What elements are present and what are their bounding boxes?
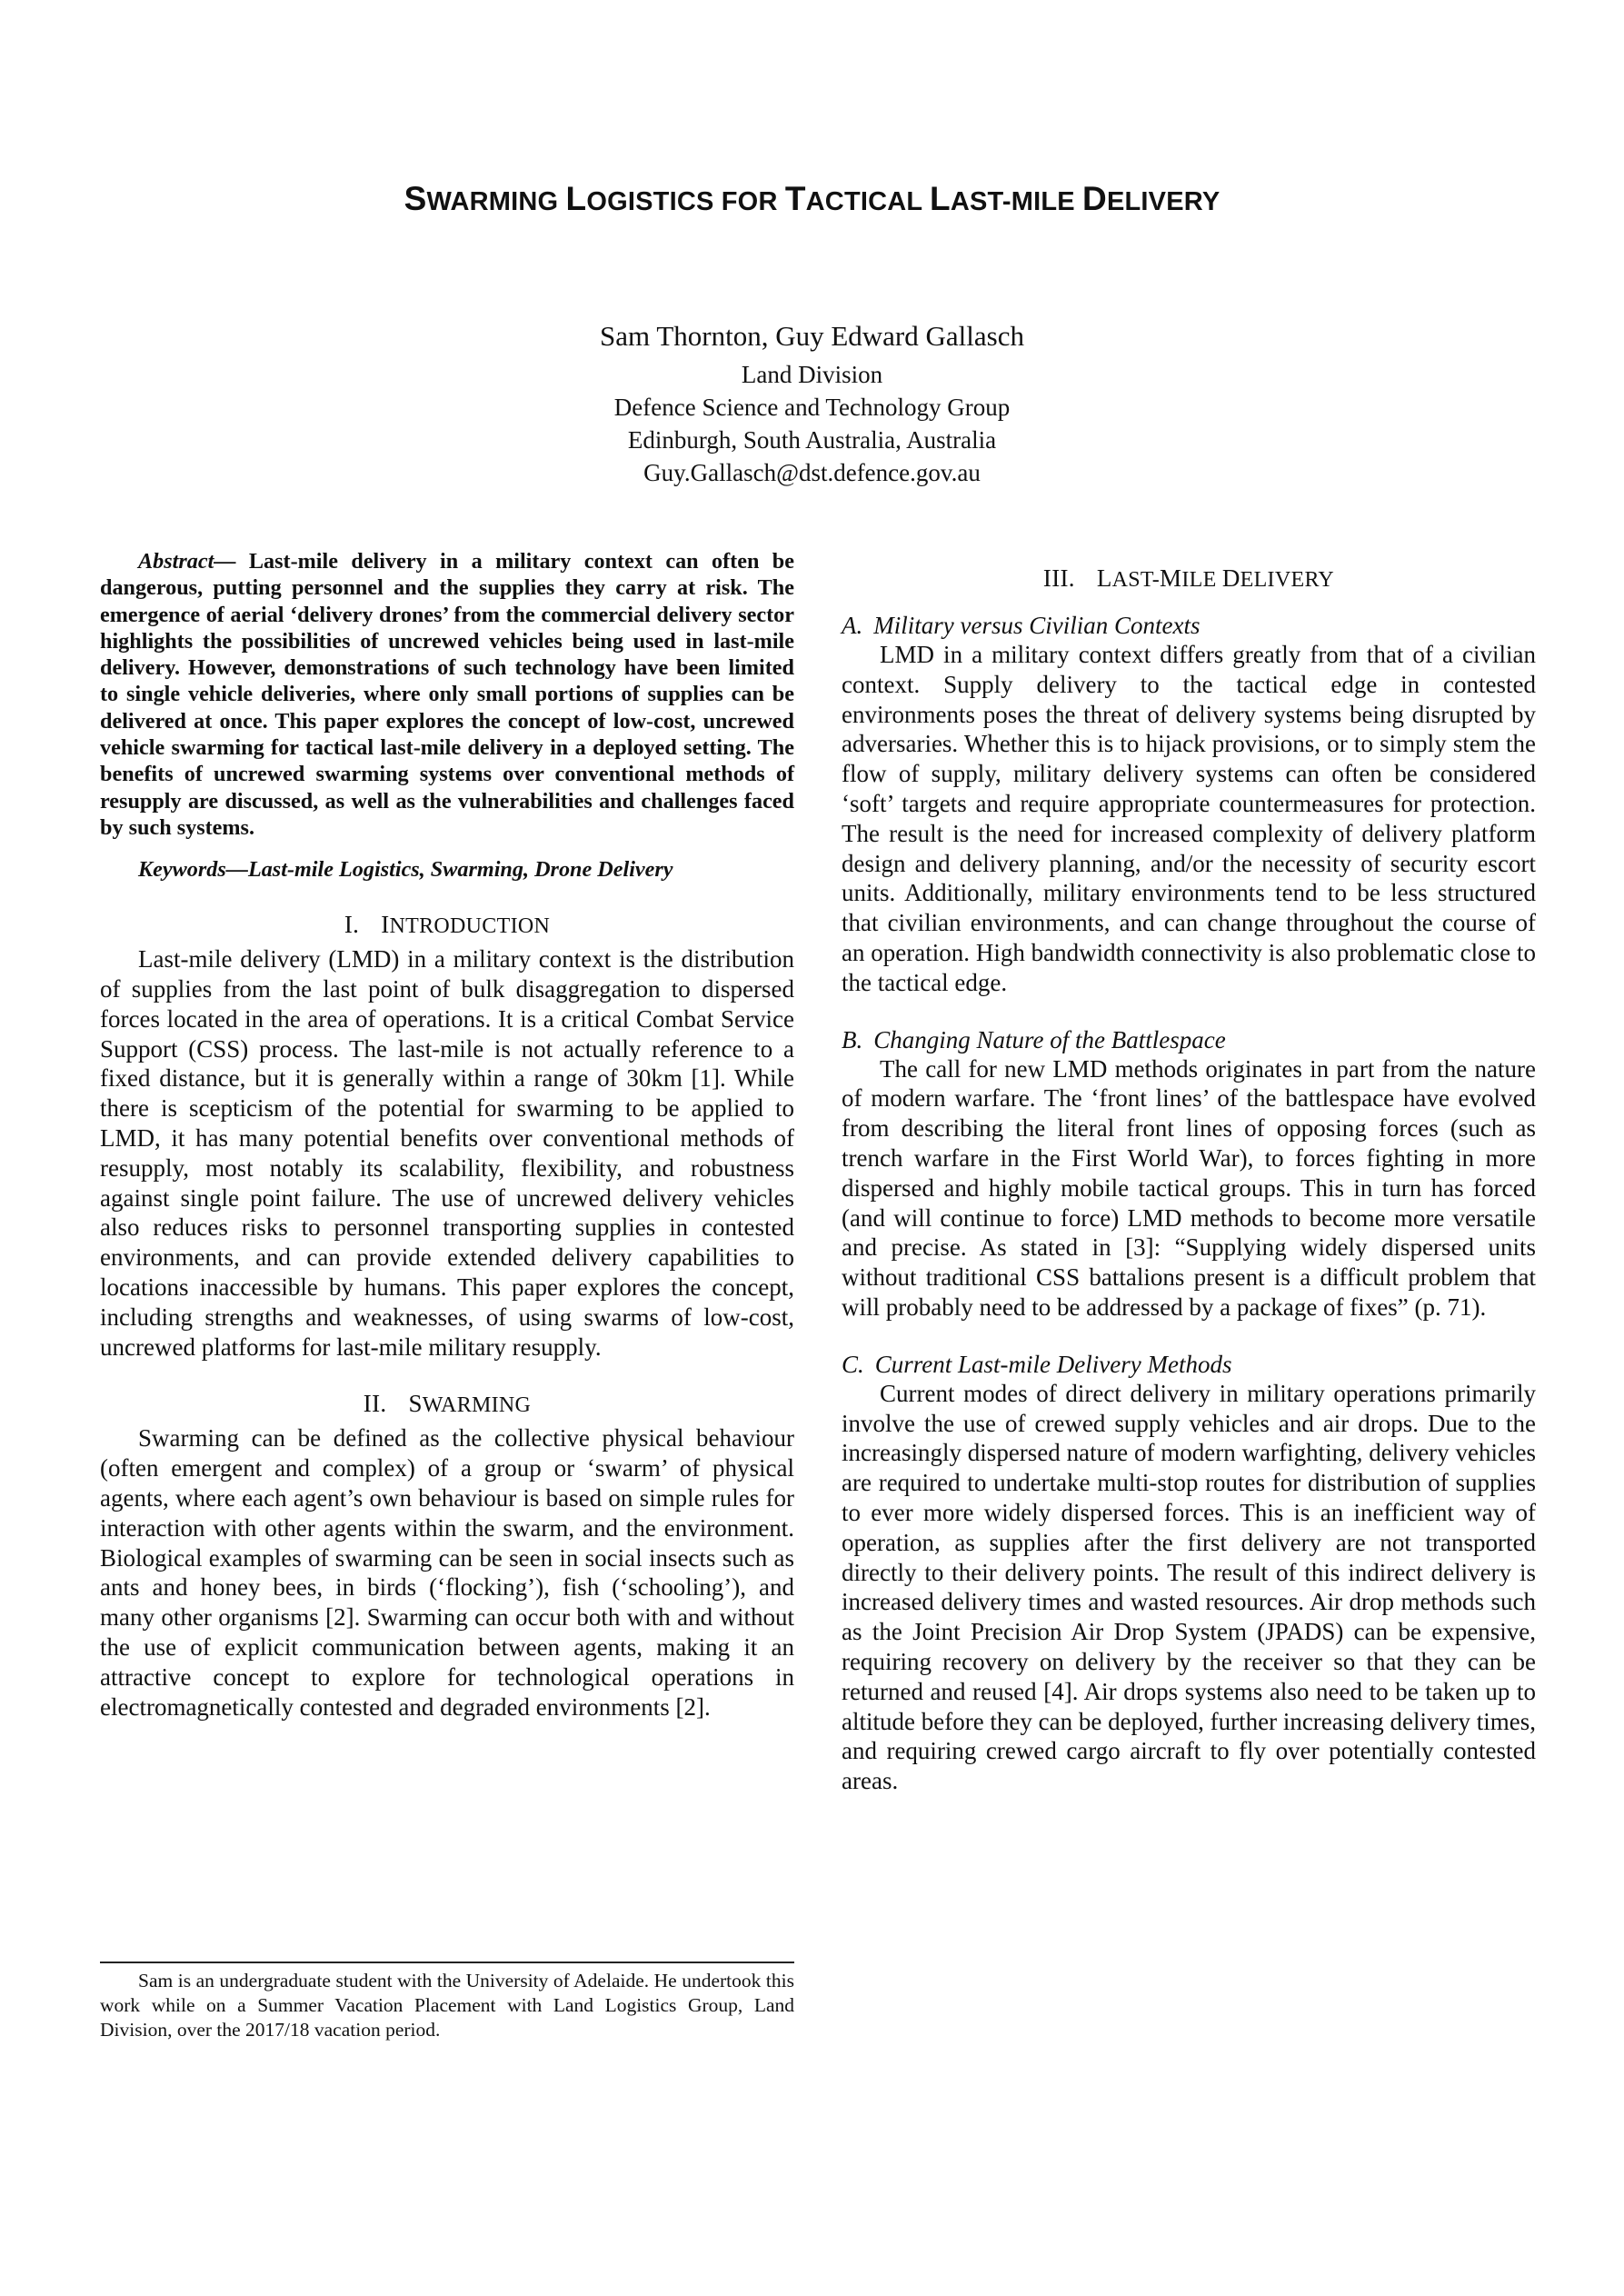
affiliation-location: Edinburgh, South Australia, Australia [627, 426, 997, 454]
affiliation-organisation: Defence Science and Technology Group [613, 394, 1011, 421]
abstract-text: Last-mile delivery in a military context can often be dangerous, putting personnel and the supplies they carry at risk. The emergence of aerial ‘delivery drones’ from the commercial delivery sector highlights the possibilities of uncrewed vehicles being used in last-mile delivery. However, demonstrations of such technology have been limited to single vehicle deliveries, where only small portions of supplies can be delivered at once. This paper explores the concept of low-cost, uncrewed vehicle swarming for tactical last-mile delivery in a deployed setting. The benefits of uncrewed swarming systems over conventional methods of resupply are discussed, as well as the vulnerabilities and challenges faced by such systems. [100, 549, 794, 840]
right-column [842, 564, 1536, 1796]
subsection-heading-a: A. Military versus Civilian Contexts [842, 612, 1201, 639]
paper-title: SWARMING LOGISTICS FOR TACTICAL LAST-MILE DELIVERY [404, 180, 1220, 217]
section-heading-introduction: I. INTRODUCTION [344, 911, 551, 939]
footnote: Sam is an undergraduate student with the University of Adelaide. He undertook this work while on a Summer Vacation Placement with Land Logistics Group, Land Division, over the 2017/18 vacation period. [100, 1970, 794, 2041]
subsection-heading-b: B. Changing Nature of the Battlespace [842, 1025, 1226, 1053]
subsection-heading-c: C. Current Last-mile Delivery Methods [842, 1350, 1232, 1378]
section-heading-swarming: II. SWARMING [363, 1390, 532, 1418]
abstract [100, 548, 794, 841]
footnote-rule [100, 1962, 794, 1963]
keywords: Keywords—Last-mile Logistics, Swarming, Drone Delivery [138, 857, 673, 883]
swarming-paragraph: Swarming can be defined as the collective physical behaviour (often emergent and complex) of a group or ‘swarm’ of physical agents, where each agent’s own behaviour is based on simple rules for interaction with other agents within the swarm, and the environment. Biological examples of swarming can be seen in social insects such as ants and honey bees, in birds (‘flocking’), fish (‘schooling’), and many other organisms [2]. Swarming can occur both with and without the use of explicit communication between agents, making it an attractive concept to explore for technological operations in electromagnetically contested and degraded environments [2]. [100, 1424, 794, 1721]
author-names: Sam Thornton, Guy Edward Gallasch [600, 320, 1024, 352]
section-heading-last-mile-delivery: III. LAST-MILE DELIVERY [1042, 564, 1335, 592]
subsection-b-paragraph: The call for new LMD methods originates in part from the nature of modern warfare. The ‘front lines’ of the battlespace have evolved from describing the literal front lines of opposing forces (such as trench warfare in the First World War), to forces fighting in more dispersed and highly mobile tactical groups. This in turn has forced (and will continue to force) LMD methods to become more versatile and precise. As stated in [3]: “Supplying widely dispersed units without traditional CSS battalions present is a difficult problem that will probably need to be addressed by a package of fixes” (p. 71). [842, 1054, 1536, 1321]
abstract-label: Abstract— [138, 549, 236, 574]
left-column [100, 548, 794, 1722]
affiliation-division: Land Division [741, 361, 883, 388]
introduction-paragraph: Last-mile delivery (LMD) in a military context is the distribution of supplies from the last point of bulk disaggregation to dispersed forces located in the area of operations. It is a critical Combat Service Support (CSS) process. The last-mile is not actually reference to a fixed distance, but it is generally within a range of 30km [1]. While there is scepticism of the potential for swarming to be applied to LMD, it has many potential benefits over conventional methods of resupply, most notably its scalability, flexibility, and robustness against single point failure. The use of uncrewed delivery vehicles also reduces risks to personnel transporting supplies in contested environments, and can provide extended delivery capabilities to locations inaccessible by humans. This paper explores the concept, including strengths and weaknesses, of using swarms of low-cost, uncrewed platforms for last-mile military resupply. [100, 945, 794, 1361]
subsection-a-paragraph: LMD in a military context differs greatly from that of a civilian context. Supply delivery to the tactical edge in contested environments poses the threat of delivery systems being disrupted by adversaries. Whether this is to hijack provisions, or to simply stem the flow of supply, military delivery systems can often be considered ‘soft’ targets and require appropriate countermeasures for protection. The result is the need for increased complexity of delivery platform design and delivery planning, and/or the necessity of security escort units. Additionally, military environments tend to be less structured that civilian environments, and can change throughout the course of an operation. High bandwidth connectivity is also problematic close to the tactical edge. [842, 641, 1536, 996]
subsection-c-paragraph: Current modes of direct delivery in military operations primarily involve the use of crewed supply vehicles and air drops. Due to the increasingly dispersed nature of modern warfighting, delivery vehicles are required to undertake multi-stop routes for distribution of supplies to ever more widely dispersed forces. This is an inefficient way of operation, as supplies after the first delivery are not transported directly to their delivery points. The result of this indirect delivery is increased delivery times and wasted resources. Air drop methods such as the Joint Precision Air Drop System (JPADS) can be expensive, requiring recovery on delivery by the receiver so that they can be returned and reused [4]. Air drops systems also need to be taken up to altitude before they can be deployed, further increasing delivery times, and requiring crewed cargo aircraft to fly over potentially contested areas. [842, 1379, 1536, 1795]
author-email: Guy.Gallasch@dst.defence.gov.au [643, 459, 981, 486]
affiliation-block [0, 358, 1624, 489]
